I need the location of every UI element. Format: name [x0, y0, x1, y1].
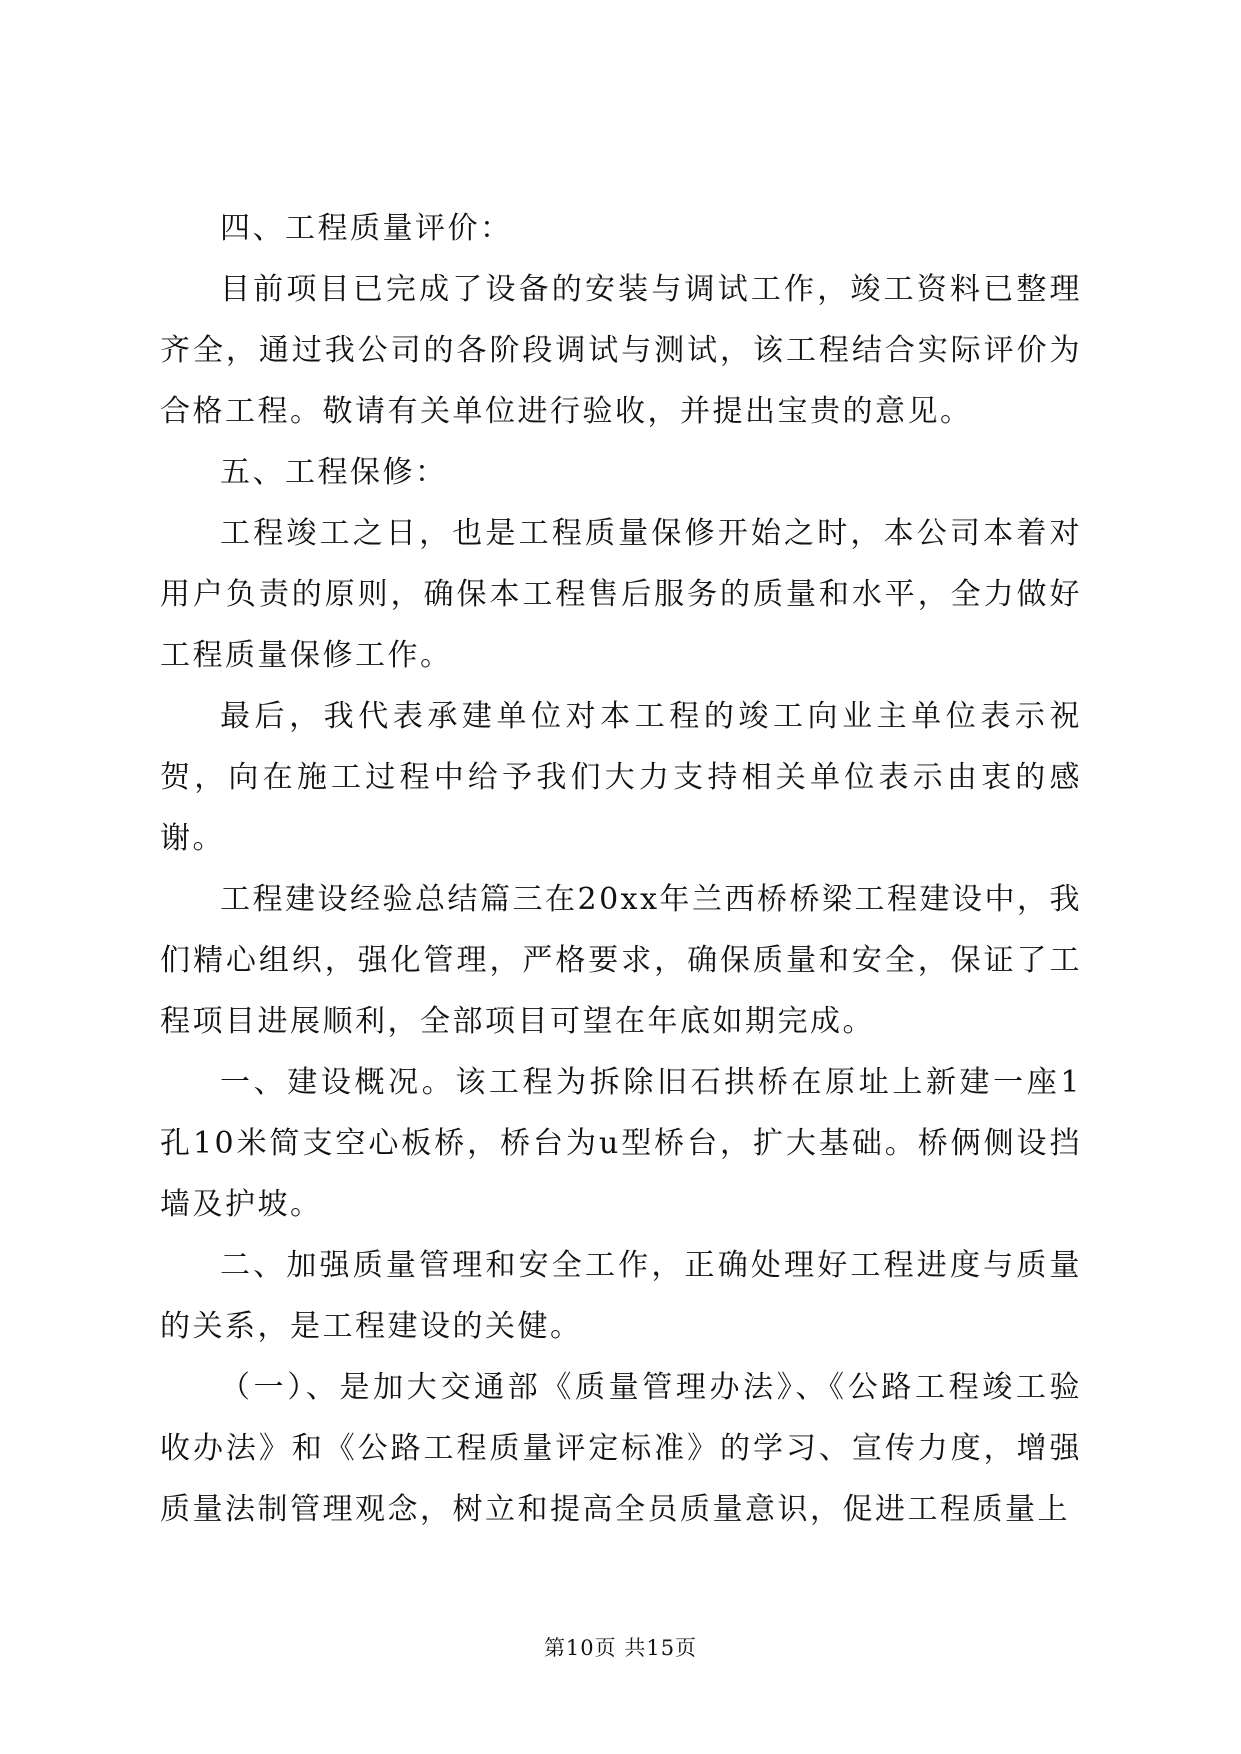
page-number-footer: 第10页 共15页	[543, 1636, 698, 1660]
section-heading-warranty: 五、工程保修：	[220, 455, 448, 490]
paragraph-quality-safety: 二、加强质量管理和安全工作，正确处理好工程进度与质量的关系，是工程建设的关健。	[160, 1248, 1082, 1344]
document-body	[160, 198, 1082, 1540]
paragraph-quality-evaluation: 目前项目已完成了设备的安装与调试工作，竣工资料已整理齐全，通过我公司的各阶段调试与测试，该工程结合实际评价为合格工程。敬请有关单位进行验收，并提出宝贵的意见。	[160, 272, 1082, 429]
paragraph-construction-overview: 一、建设概况。该工程为拆除旧石拱桥在原址上新建一座1孔10米简支空心板桥，桥台为u型桥台，扩大基础。桥俩侧设挡墙及护坡。	[160, 1065, 1082, 1222]
paragraph-closing-thanks: 最后，我代表承建单位对本工程的竣工向业主单位表示祝贺，向在施工过程中给予我们大力支持相关单位表示由衷的感谢。	[160, 699, 1082, 856]
paragraph-summary-part-three: 工程建设经验总结篇三在20xx年兰西桥桥梁工程建设中，我们精心组织，强化管理，严格要求，确保质量和安全，保证了工程项目进展顺利，全部项目可望在年底如期完成。	[160, 882, 1083, 1039]
paragraph-quality-regulations: （一）、是加大交通部《质量管理办法》、《公路工程竣工验收办法》和《公路工程质量评定标准》的学习、宣传力度，增强质量法制管理观念，树立和提高全员质量意识，促进工程质量上	[160, 1370, 1082, 1527]
paragraph-warranty: 工程竣工之日，也是工程质量保修开始之时，本公司本着对用户负责的原则，确保本工程售后服务的质量和水平，全力做好工程质量保修工作。	[160, 516, 1082, 673]
section-heading-quality-evaluation: 四、工程质量评价：	[220, 211, 513, 246]
